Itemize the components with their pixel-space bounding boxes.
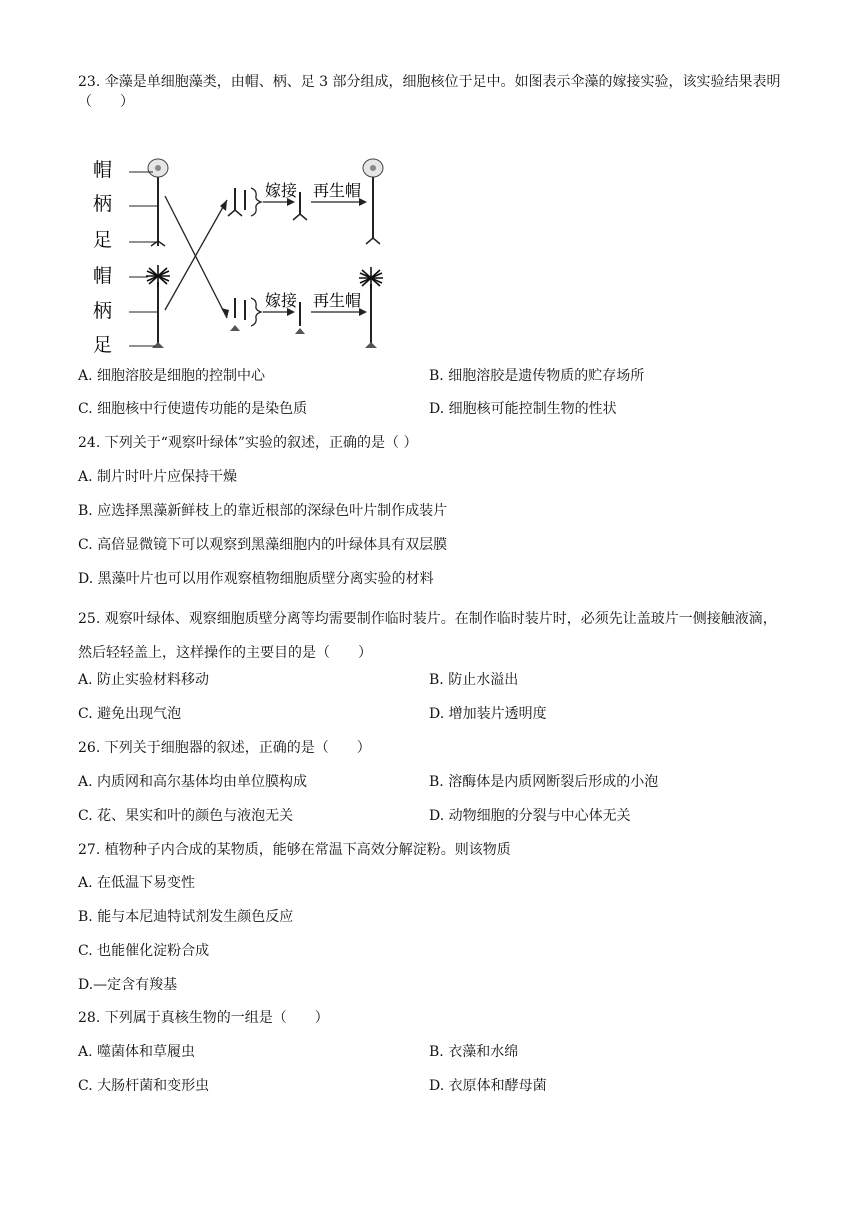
step-regen-bottom: 再生帽 (313, 291, 362, 310)
step-graft-top: 嫁接 (265, 181, 298, 200)
cross-arrow-down (165, 196, 227, 318)
cross-arrow-up (165, 200, 227, 310)
q23-option-b: B. 细胞溶胶是遗传物质的贮存场所 (429, 368, 645, 384)
question-26-stem: 26. 下列关于细胞器的叙述，正确的是（ ） (78, 740, 371, 756)
question-28-stem: 28. 下列属于真核生物的一组是（ ） (78, 1010, 329, 1026)
q26-option-d: D. 动物细胞的分裂与中心体无关 (429, 808, 631, 824)
q28-option-b: B. 衣藻和水绵 (429, 1044, 519, 1060)
question-27-stem: 27. 植物种子内合成的某物质，能够在常温下高效分解淀粉。则该物质 (78, 842, 511, 858)
q24-option-a: A. 制片时叶片应保持干燥 (78, 469, 238, 485)
q25-option-c: C. 避免出现气泡 (78, 706, 182, 722)
plant-a-original (129, 159, 168, 246)
label-stalk-bottom: 柄 (93, 300, 113, 322)
graft-top-pieces (228, 188, 261, 216)
plant-b-original (129, 265, 170, 348)
q24-option-c: C. 高倍显微镜下可以观察到黑藻细胞内的叶绿体具有双层膜 (78, 537, 448, 553)
label-cap-bottom: 帽 (93, 265, 113, 287)
q25-option-a: A. 防止实验材料移动 (78, 672, 210, 688)
label-cap-top: 帽 (93, 159, 113, 181)
question-24-stem: 24. 下列关于“观察叶绿体”实验的叙述，正确的是（ ） (78, 435, 418, 451)
label-foot-top: 足 (93, 229, 113, 251)
q27-option-d: D.—定含有羧基 (78, 977, 178, 993)
graft-bottom-pieces (230, 298, 261, 331)
q28-option-a: A. 噬菌体和草履虫 (78, 1044, 196, 1060)
q24-option-d: D. 黑藻叶片也可以用作观察植物细胞质壁分离实验的材料 (78, 571, 434, 587)
q23-option-c: C. 细胞核中行使遗传功能的是染色质 (78, 401, 308, 417)
label-stalk-top: 柄 (93, 193, 113, 215)
label-foot-bottom: 足 (93, 334, 113, 355)
q27-option-a: A. 在低温下易变性 (78, 875, 196, 891)
q28-option-c: C. 大肠杆菌和变形虫 (78, 1078, 210, 1094)
step-regen-top: 再生帽 (313, 181, 362, 200)
q23-option-a: A. 细胞溶胶是细胞的控制中心 (78, 368, 266, 384)
question-23-stem: 23. 伞藻是单细胞藻类，由帽、柄、足 3 部分组成，细胞核位于足中。如图表示伞藻的嫁接实验，该实验结果表明（ ） (78, 74, 781, 110)
q25-option-d: D. 增加装片透明度 (429, 706, 547, 722)
q25-option-b: B. 防止水溢出 (429, 672, 519, 688)
q23-option-d: D. 细胞核可能控制生物的性状 (429, 401, 617, 417)
acetabularia-grafting-figure (85, 150, 405, 355)
q28-option-d: D. 衣原体和酵母菌 (429, 1078, 547, 1094)
q27-option-c: C. 也能催化淀粉合成 (78, 943, 210, 959)
q24-option-b: B. 应选择黑藻新鲜枝上的靠近根部的深绿色叶片制作成装片 (78, 503, 448, 519)
step-graft-bottom: 嫁接 (265, 291, 298, 310)
plant-b-regenerated (359, 267, 383, 348)
q26-option-a: A. 内质网和高尔基体均由单位膜构成 (78, 774, 308, 790)
q27-option-b: B. 能与本尼迪特试剂发生颜色反应 (78, 909, 294, 925)
q26-option-b: B. 溶酶体是内质网断裂后形成的小泡 (429, 774, 659, 790)
question-25-stem: 25. 观察叶绿体、观察细胞质壁分离等均需要制作临时装片。在制作临时装片时，必须先让盖玻片一侧接触液滴，然后轻轻盖上，这样操作的主要目的是（ ） (78, 611, 777, 661)
q26-option-c: C. 花、果实和叶的颜色与液泡无关 (78, 808, 294, 824)
